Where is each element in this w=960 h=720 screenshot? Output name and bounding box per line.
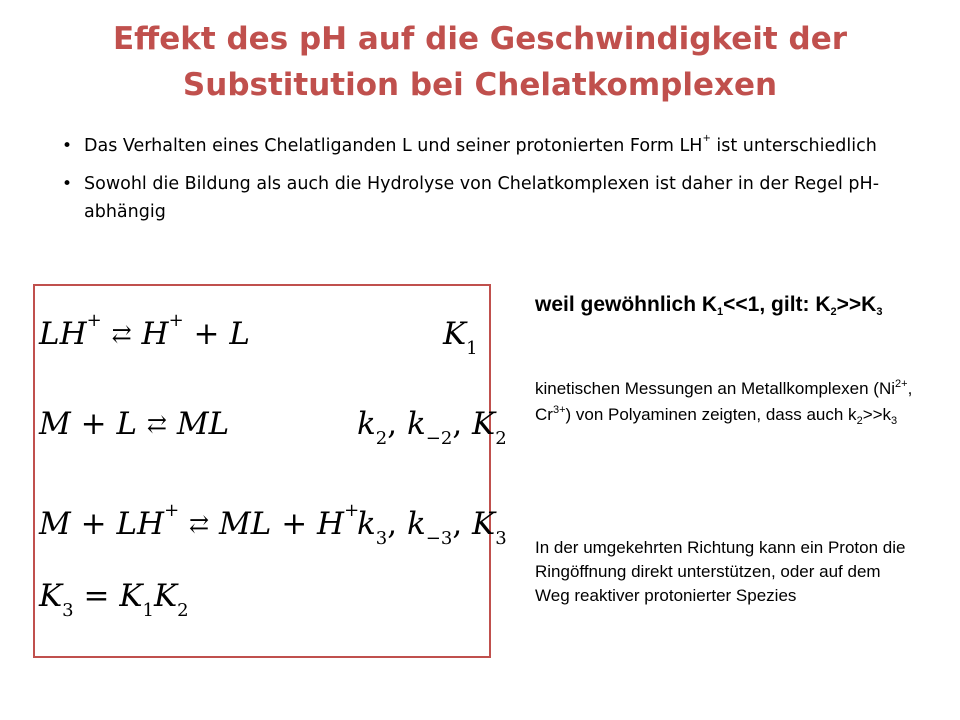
eq1-lhs-charge: +	[86, 310, 102, 331]
eq3-comma: ,	[387, 506, 398, 542]
eq2-rhs: ML	[176, 406, 230, 442]
equation-1	[39, 310, 250, 356]
eq1-k: K	[443, 316, 467, 352]
right-heading-sub: 2	[830, 306, 837, 318]
eq3-k-c: K	[472, 506, 496, 542]
eq2-plus: +	[80, 406, 107, 442]
right-heading-sub: 3	[876, 306, 883, 318]
title-line-1: Effekt des pH auf die Geschwindigkeit der	[112, 21, 848, 57]
p2-text: In der umgekehrten Richtung kann ein Proton die Ringöffnung direkt unterstützen, oder auf dem Weg reaktiver protonierter Spezies	[535, 538, 906, 605]
equilibrium-arrow-icon: ⇄	[146, 410, 168, 438]
slide-title	[60, 16, 900, 108]
eq4-a-sub: 3	[62, 600, 74, 621]
eq3-plus: +	[80, 506, 107, 542]
p1-sup: 3+	[552, 404, 566, 416]
eq4-c: K	[153, 578, 178, 614]
eq3-k-a-sub: 3	[375, 528, 388, 549]
equation-1-constant	[443, 314, 478, 359]
eq4-b-sub: 1	[142, 600, 154, 621]
p1-text: , Cr	[535, 379, 913, 424]
eq3-lhs-charge: +	[164, 500, 180, 521]
bullet-list	[62, 132, 922, 236]
bullet-dot-icon: •	[62, 136, 73, 156]
eq2-comma: ,	[387, 406, 398, 442]
equation-2-constants	[357, 404, 507, 449]
eq4-c-sub: 2	[177, 600, 189, 621]
eq3-k-c-sub: 3	[495, 528, 507, 549]
eq4-equals: =	[83, 578, 110, 614]
eq2-k-b-sub: −2	[425, 428, 453, 449]
eq3-comma: ,	[452, 506, 463, 542]
eq1-rhs-a: H	[141, 316, 169, 352]
eq3-lhs-b: LH	[116, 506, 165, 542]
equation-2	[39, 404, 229, 446]
eq2-lhs-b: L	[116, 406, 138, 442]
eq3-rhs-charge: +	[344, 500, 360, 521]
bullet-text: Das Verhalten eines Chelatliganden L und seiner protonierten Form LH	[84, 136, 703, 156]
bullet-item	[62, 132, 922, 160]
equation-3	[39, 500, 360, 546]
p1-sup: 2+	[895, 378, 908, 390]
eq4-a: K	[39, 578, 63, 614]
eq3-k-a: k	[357, 506, 376, 542]
right-heading-text: >>K	[836, 293, 877, 316]
eq2-comma: ,	[452, 406, 463, 442]
right-heading-text: <<1, gilt: K	[723, 293, 831, 316]
eq2-k-b: k	[406, 406, 426, 442]
bullet-text: Sowohl die Bildung als auch die Hydrolyse von Chelatkomplexen ist daher in der Regel pH-abhängig	[84, 174, 880, 222]
bullet-item	[62, 170, 922, 226]
eq2-k-c-sub: 2	[495, 428, 507, 449]
eq3-k-b: k	[406, 506, 426, 542]
bullet-text-cont: ist unterschiedlich	[710, 136, 877, 156]
eq3-rhs-b: H	[317, 506, 345, 542]
equilibrium-arrow-icon: ⇄	[189, 510, 210, 538]
eq4-b: K	[119, 578, 143, 614]
eq3-lhs-a: M	[39, 506, 71, 542]
eq2-k-a-sub: 2	[375, 428, 388, 449]
right-paragraph-1	[535, 377, 915, 429]
bullet-dot-icon: •	[62, 174, 73, 194]
equilibrium-arrow-icon: ⇄	[111, 320, 132, 348]
equation-4	[39, 576, 189, 621]
eq1-k-sub: 1	[466, 338, 478, 359]
equation-3-constants	[357, 504, 507, 549]
right-heading	[535, 290, 915, 323]
right-paragraph-2	[535, 536, 915, 608]
eq3-plus-2: +	[281, 506, 308, 542]
p1-sub: 2	[856, 415, 863, 427]
right-heading-sub: 1	[717, 306, 724, 318]
eq2-lhs-a: M	[39, 406, 71, 442]
p1-text: kinetischen Messungen an Metallkomplexen (Ni	[535, 379, 896, 398]
eq2-k-c: K	[472, 406, 496, 442]
eq1-plus: +	[193, 316, 220, 352]
eq3-k-b-sub: −3	[425, 528, 453, 549]
equation-box	[33, 284, 507, 658]
eq2-k-a: k	[357, 406, 376, 442]
right-heading-text: weil gewöhnlich K	[535, 293, 718, 316]
eq1-lhs: LH	[39, 316, 87, 352]
bullet-superscript: +	[702, 133, 711, 144]
eq3-rhs-a: ML	[219, 506, 272, 542]
p1-text: ) von Polyaminen zeigten, dass auch k	[565, 405, 857, 424]
eq1-rhs-b: L	[229, 316, 250, 352]
p1-sub: 3	[891, 415, 898, 427]
eq1-rhs-charge: +	[168, 310, 184, 331]
p1-text: >>k	[862, 405, 892, 424]
title-line-2: Substitution bei Chelatkomplexen	[182, 67, 778, 103]
